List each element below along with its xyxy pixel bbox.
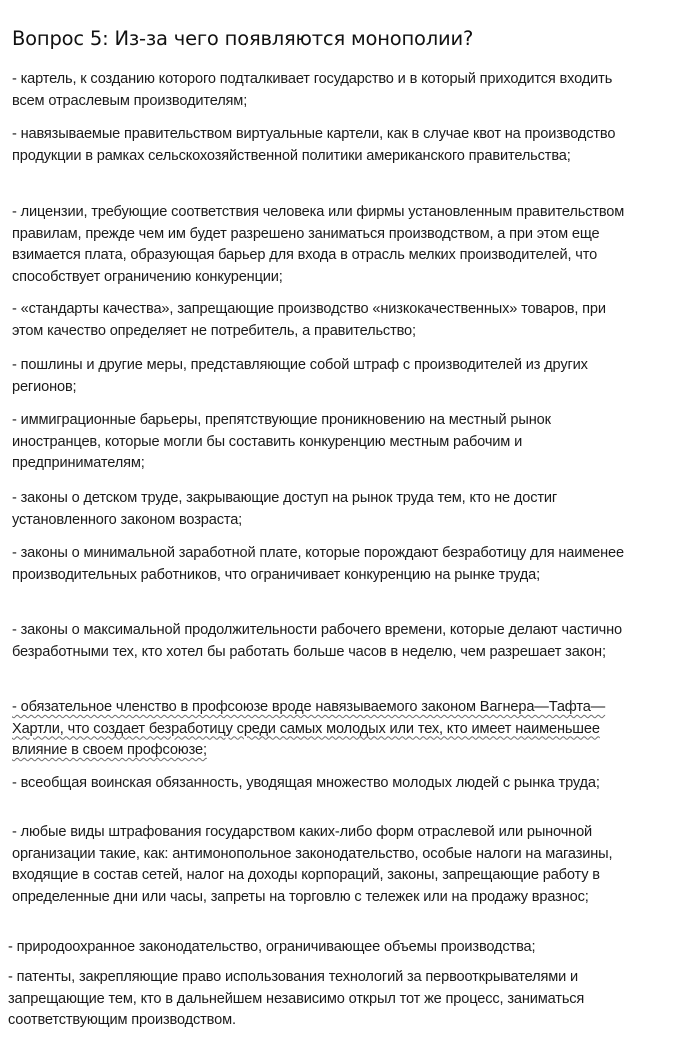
list-item: - навязываемые правительством виртуальные картели, как в случае квот на производство продукции в рамках сельскохозяйственной политики американского правительства; bbox=[12, 126, 616, 164]
list-item: - картель, к созданию которого подталкивает государство и в который приходится входить всем отраслевым производителям; bbox=[12, 71, 613, 109]
list-item: - всеобщая воинская обязанность, уводящая множество молодых людей с рынка труда; bbox=[12, 775, 600, 791]
list-item: - лицензии, требующие соответствия человека или фирмы установленным правительством правилам, прежде чем им будет разрешено заниматься производством, а при этом еще взимается плата, образующая барьер для входа в отрасль мелких производителей, что способствует ограничению конкуренции; bbox=[12, 204, 625, 285]
list-item: - законы о детском труде, закрывающие доступ на рынок труда тем, кто не достиг установленного законом возраста; bbox=[12, 490, 558, 528]
page-title: Вопрос 5: Из-за чего появляются монополии? bbox=[12, 27, 474, 50]
list-item: - иммиграционные барьеры, препятствующие проникновению на местный рынок иностранцев, которые могли бы составить конкуренцию местным рабочим и предпринимателям; bbox=[12, 412, 551, 471]
list-item: - патенты, закрепляющие право использования технологий за первооткрывателями и запрещающие тем, кто в дальнейшем независимо открыл тот же процесс, заниматься соответствующим производством. bbox=[8, 969, 585, 1028]
list-item: - пошлины и другие меры, представляющие собой штраф с производителей из других регионов; bbox=[12, 357, 588, 395]
list-item: - любые виды штрафования государством каких-либо форм отраслевой или рыночной организации такие, как: антимонопольное законодательство, особые налоги на магазины, входящие в состав сетей, налог на доходы корпораций, законы, запрещающие работу в определенные дни или часы, запреты на торговлю с тележек или на продажу вразнос; bbox=[12, 824, 613, 905]
list-item: - «стандарты качества», запрещающие производство «низкокачественных» товаров, при этом качество определяет не потребитель, а правительство; bbox=[12, 301, 606, 339]
list-item-spellcheck: - обязательное членство в профсоюзе вроде навязываемого законом Вагнера—Тафта—Хартли, что создает безработицу среди самых молодых или тех, кто имеет наименьшее влияние в своем профсоюзе; bbox=[12, 699, 606, 758]
list-item: - природоохранное законодательство, ограничивающее объемы производства; bbox=[8, 939, 536, 955]
list-item: - законы о минимальной заработной плате, которые порождают безработицу для наименее производительных работников, что ограничивает конкуренцию на рынке труда; bbox=[12, 545, 624, 583]
list-item: - законы о максимальной продолжительности рабочего времени, которые делают частично безработными тех, кто хотел бы работать больше часов в неделю, чем разрешает закон; bbox=[12, 622, 622, 660]
